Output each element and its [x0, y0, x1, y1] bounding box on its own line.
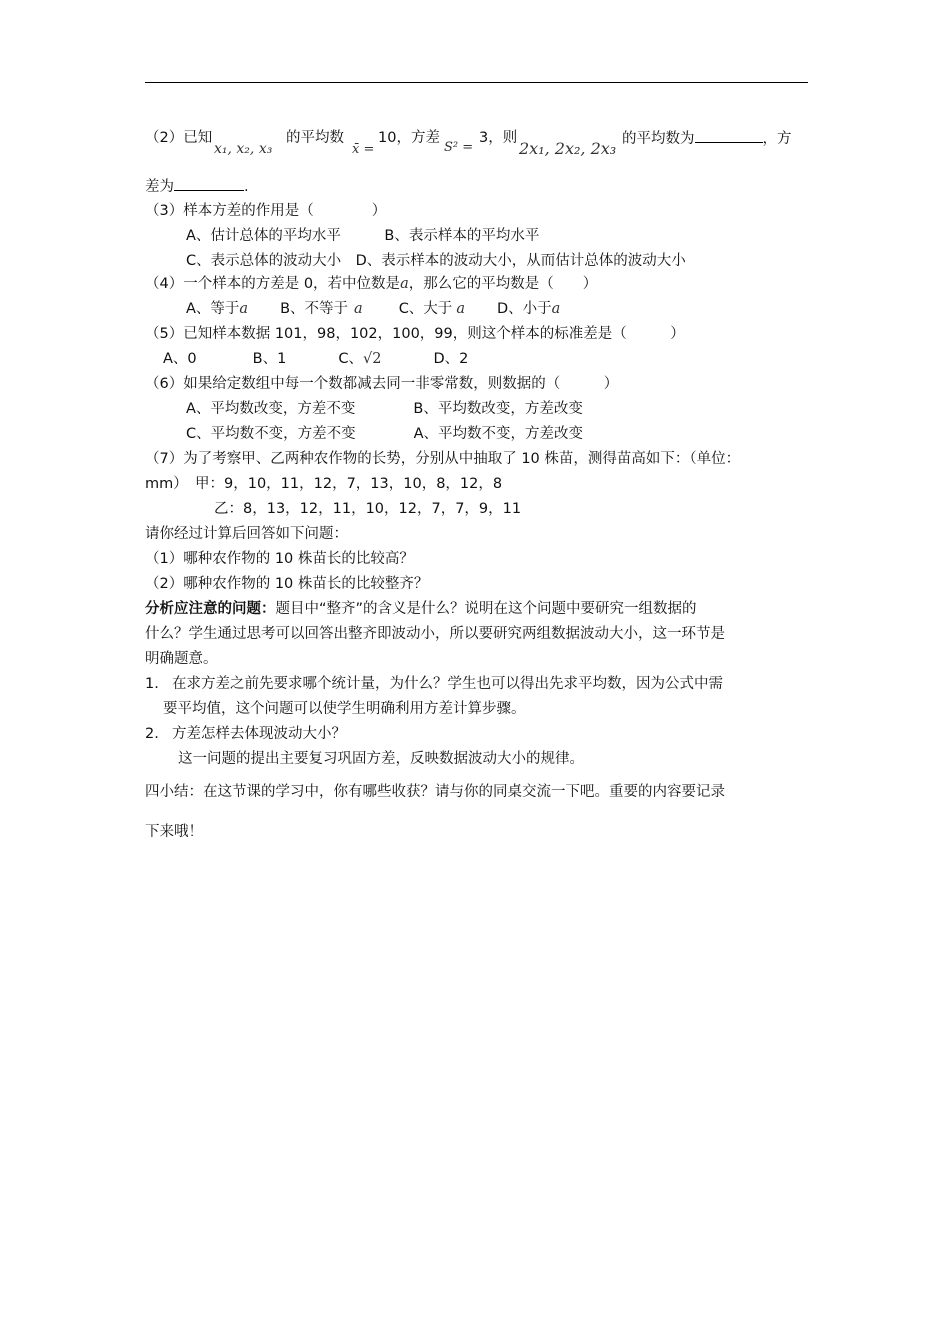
analysis-text1: 题目中“整齐”的含义是什么？说明在这个问题中要研究一组数据的 [275, 601, 697, 617]
q2-period: . [244, 179, 249, 195]
header-rule [145, 82, 808, 83]
summary-line2: 下来哦！ [145, 824, 203, 840]
q5-options [163, 349, 468, 369]
analysis-line1 [145, 599, 697, 619]
q2-mean-text: 的平均数 [286, 130, 344, 146]
q2-xbar: x̄ = [352, 142, 375, 157]
q2-label: （2）已知 [145, 130, 213, 146]
q2-vars: x₁, x₂, x₃ [214, 141, 273, 157]
q5-stem: （5）已知样本数据 101，98，102，100，99，则这个样本的标准差是（ ） [145, 326, 685, 342]
analysis-line3: 明确题意。 [145, 651, 218, 667]
q5-option-a: A、0 [163, 351, 197, 367]
analysis-num1: 1. [145, 676, 159, 692]
q5-sqrt2: √2 [362, 351, 382, 367]
analysis-point2: 方差怎样去体现波动大小？ [172, 726, 346, 742]
q7-yi-data: 乙：8，13，12，11，10，12，7，7，9，11 [214, 501, 522, 517]
q4-option-a-symbol: a [239, 301, 249, 317]
q2-var-label: 差为 [145, 179, 174, 195]
q6-stem: （6）如果给定数组中每一个数都减去同一非零常数，则数据的（ ） [145, 376, 619, 392]
q5-option-b: B、1 [252, 351, 287, 367]
q5-option-d: D、2 [433, 351, 469, 367]
q4-stem-b: ，那么它的平均数是（ ） [408, 276, 598, 292]
q3-options-ab: A、估计总体的平均水平 B、表示样本的平均水平 [186, 228, 540, 244]
q7-stem: （7）为了考察甲、乙两种农作物的长势，分别从中抽取了 10 株苗，测得苗高如下：（单位： [145, 451, 741, 467]
q4-option-b: B、不等于 [280, 301, 349, 317]
q2-var-blank[interactable] [174, 176, 244, 191]
q7-ask: 请你经过计算后回答如下问题： [145, 526, 348, 542]
q2-vars2: 2x₁, 2x₂, 2x₃ [519, 139, 617, 158]
q4-stem-a: （4）一个样本的方差是 0，若中位数是 [145, 276, 401, 292]
summary-line1: 四小结：在这节课的学习中，你有哪些收获？请与你的同桌交流一下吧。重要的内容要记录 [145, 784, 725, 800]
q2-result-label: 的平均数为 [622, 131, 695, 147]
q6-options-cd: C、平均数不变，方差不变 A、平均数不变，方差改变 [186, 426, 584, 442]
q2-mean-val: 10，方差 [378, 130, 440, 146]
q4-median-symbol: a [400, 276, 409, 292]
analysis-num2: 2. [145, 726, 159, 742]
q2-line2 [145, 176, 249, 197]
q4-option-a: A、等于 [186, 301, 240, 317]
q3-stem: （3）样本方差的作用是（ ） [145, 203, 387, 219]
q2-var-val: 3，则 [479, 130, 518, 146]
q7-sub2: （2）哪种农作物的 10 株苗长的比较整齐？ [145, 576, 429, 592]
q4-option-d-symbol: a [551, 301, 561, 317]
q2-mean-blank[interactable] [695, 128, 763, 143]
q2-result-text [622, 128, 792, 149]
analysis-point2b: 这一问题的提出主要复习巩固方差，反映数据波动大小的规律。 [178, 751, 584, 767]
analysis-heading: 分析应注意的问题： [145, 601, 276, 617]
analysis-point1b: 要平均值，这个问题可以使学生明确利用方差计算步骤。 [163, 701, 526, 717]
q5-option-c: C、 [338, 351, 363, 367]
q3-options-cd: C、表示总体的波动大小 D、表示样本的波动大小，从而估计总体的波动大小 [186, 253, 686, 269]
q4-option-c-symbol: a [456, 301, 465, 317]
q4-options [186, 299, 560, 319]
q4-option-b-symbol: a [354, 301, 363, 317]
analysis-line2: 什么？学生通过思考可以回答出整齐即波动小，所以要研究两组数据波动大小，这一环节是 [145, 626, 725, 642]
q2-s2: S² = [444, 140, 474, 155]
q7-jia-data: mm） 甲：9，10，11，12，7，13，10，8，12，8 [145, 476, 503, 492]
q7-sub1: （1）哪种农作物的 10 株苗长的比较高？ [145, 551, 414, 567]
analysis-point1a: 在求方差之前先要求哪个统计量，为什么？学生也可以得出先求平均数，因为公式中需 [172, 676, 723, 692]
q2-tail: ，方 [762, 131, 792, 147]
q6-options-ab: A、平均数改变，方差不变 B、平均数改变，方差改变 [186, 401, 583, 417]
q4-option-d: D、小于 [496, 301, 552, 317]
q4-option-c: C、大于 [398, 301, 453, 317]
q4-stem [145, 274, 597, 294]
